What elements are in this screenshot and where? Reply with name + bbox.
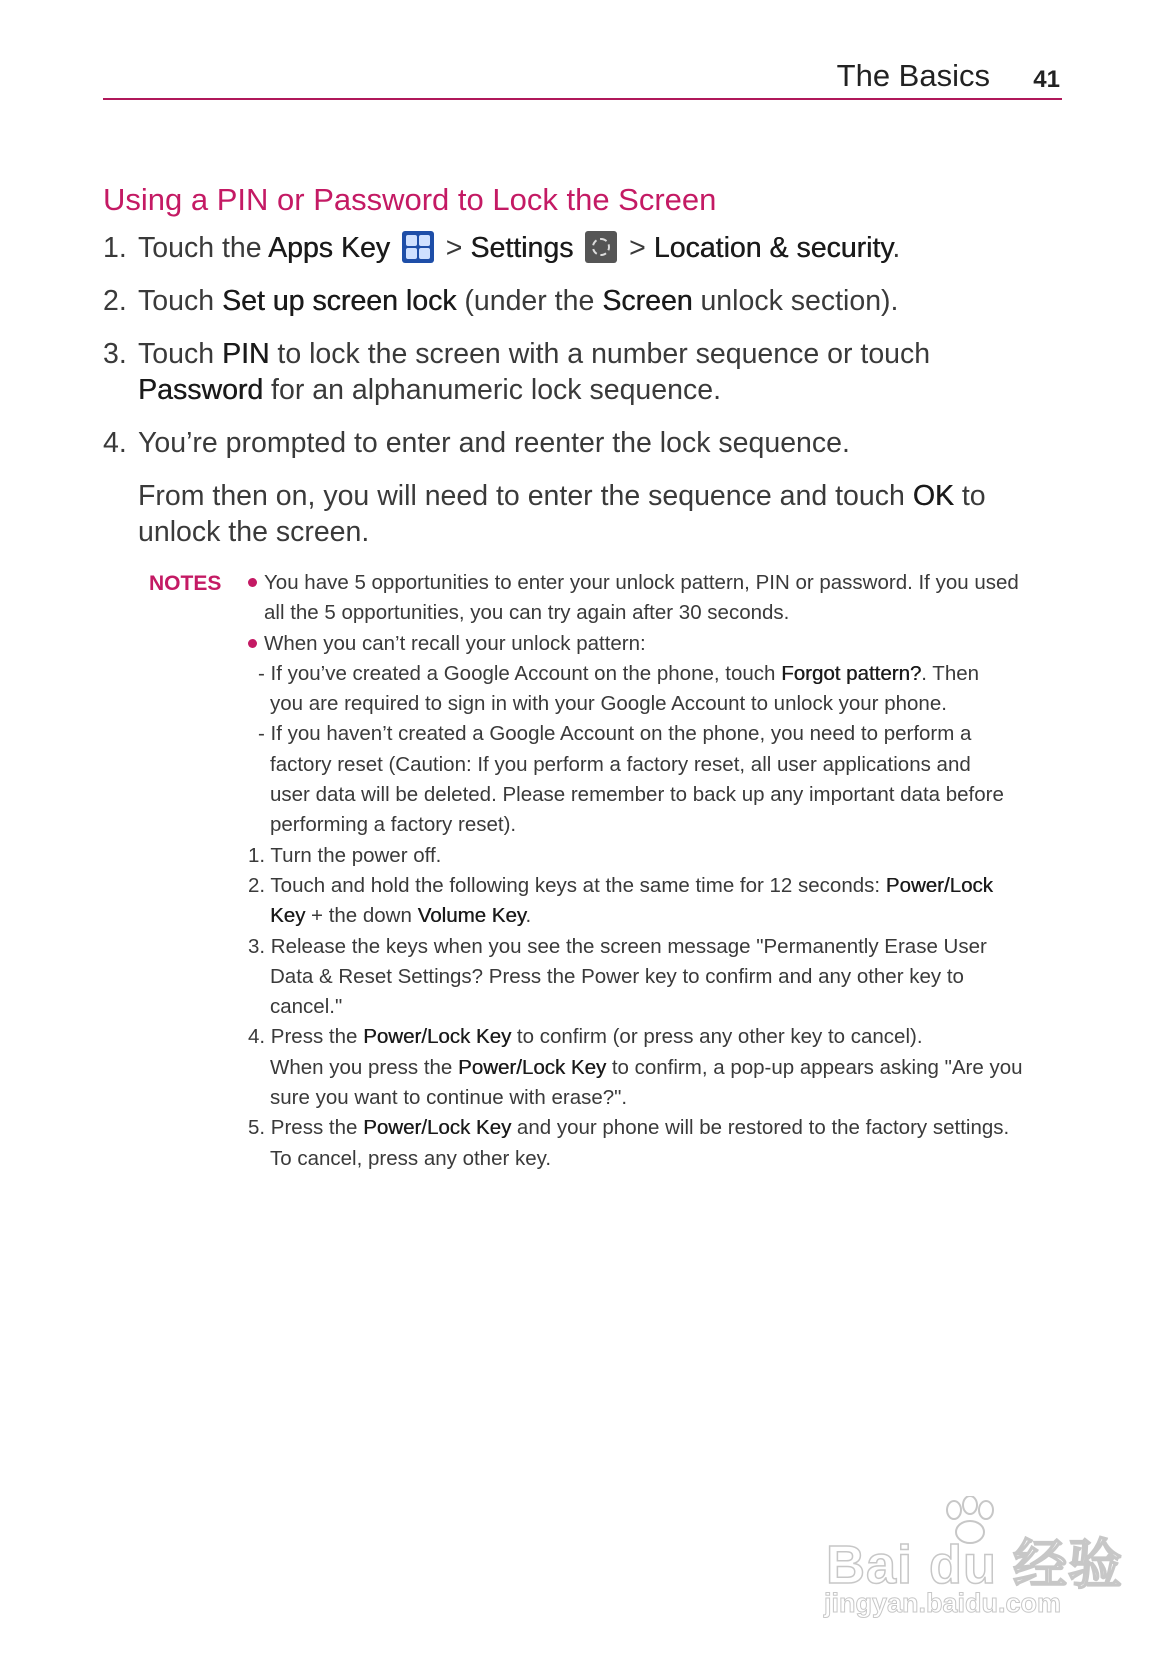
steps-list bbox=[103, 230, 1003, 567]
screen-label: Screen bbox=[602, 285, 693, 317]
step-number: 1. bbox=[103, 232, 127, 264]
note-text: . Then bbox=[921, 661, 980, 685]
step-text: You’re prompted to enter and reenter the lock sequence. bbox=[138, 427, 850, 459]
note-text: 3. Release the keys when you see the screen message "Permanently Erase User bbox=[248, 934, 987, 958]
apps-key-icon bbox=[402, 231, 434, 263]
note-text: Data & Reset Settings? Press the Power key to confirm and any other key to bbox=[270, 964, 964, 988]
note-text: factory reset (Caution: If you perform a factory reset, all user applications and bbox=[270, 752, 971, 776]
note-text: all the 5 opportunities, you can try again after 30 seconds. bbox=[264, 601, 790, 625]
page-title: Using a PIN or Password to Lock the Screen bbox=[103, 182, 717, 217]
step-text-part: for an alphanumeric lock sequence. bbox=[263, 374, 721, 406]
note-text: When you can’t recall your unlock pattern: bbox=[264, 631, 646, 655]
step-text-part: From then on, you will need to enter the sequence and touch bbox=[138, 480, 913, 512]
section-name: The Basics bbox=[836, 58, 990, 93]
note-text: + the down bbox=[305, 904, 418, 928]
note-text: - If you haven’t created a Google Account on the phone, you need to perform a bbox=[258, 722, 972, 746]
step-3 bbox=[103, 336, 1003, 408]
note-line bbox=[248, 871, 1068, 901]
note-text: cancel." bbox=[270, 995, 343, 1019]
note-text: you are required to sign in with your Google Account to unlock your phone. bbox=[270, 692, 947, 716]
page-number: 41 bbox=[1033, 66, 1060, 93]
step-continuation bbox=[138, 478, 1003, 550]
step-text-part: to lock the screen with a number sequence or touch bbox=[269, 338, 931, 370]
step-text-part: Touch bbox=[138, 338, 222, 370]
note-line bbox=[248, 992, 1068, 1022]
pin-label: PIN bbox=[221, 338, 270, 370]
step-number: 3. bbox=[103, 338, 127, 370]
note-text: to confirm (or press any other key to cancel). bbox=[511, 1025, 923, 1049]
note-line bbox=[248, 1083, 1068, 1113]
watermark-url: jingyan.baidu.com bbox=[824, 1588, 1062, 1618]
step-1 bbox=[103, 230, 1003, 266]
bullet-dot-icon bbox=[248, 578, 257, 587]
ok-label: OK bbox=[912, 480, 954, 512]
note-text: 2. Touch and hold the following keys at the same time for 12 seconds: bbox=[248, 873, 886, 897]
step-text bbox=[138, 230, 1003, 266]
step-2 bbox=[103, 283, 1003, 319]
note-emphasis: Power/Lock Key bbox=[363, 1116, 512, 1140]
note-line bbox=[248, 901, 1068, 931]
note-emphasis: Power/Lock Key bbox=[458, 1055, 607, 1079]
note-line bbox=[248, 719, 1068, 749]
note-emphasis: Forgot pattern? bbox=[781, 661, 922, 685]
note-text: When you press the bbox=[270, 1055, 459, 1079]
step-text-part: > bbox=[437, 232, 471, 264]
note-text: 1. Turn the power off. bbox=[248, 843, 442, 867]
step-text-part: to bbox=[953, 480, 986, 512]
step-text bbox=[138, 336, 1003, 408]
step-text-part: (under the bbox=[456, 285, 603, 317]
note-line bbox=[248, 962, 1068, 992]
note-text: . bbox=[525, 904, 532, 928]
set-up-screen-lock-label: Set up screen lock bbox=[221, 285, 457, 317]
notes-body bbox=[248, 568, 1068, 1174]
settings-gear-icon bbox=[585, 231, 617, 263]
note-line bbox=[248, 780, 1068, 810]
step-text-part: Touch bbox=[138, 285, 222, 317]
note-line bbox=[248, 1144, 1068, 1174]
password-label: Password bbox=[138, 374, 264, 406]
step-text-part: Touch the bbox=[138, 232, 268, 264]
note-emphasis: Power/Lock bbox=[885, 873, 993, 897]
note-line bbox=[248, 841, 1068, 871]
note-line bbox=[248, 568, 1068, 598]
note-line bbox=[248, 750, 1068, 780]
note-text: and your phone will be restored to the factory settings. bbox=[511, 1116, 1010, 1140]
note-text: sure you want to continue with erase?". bbox=[270, 1086, 628, 1110]
note-line bbox=[248, 1113, 1068, 1143]
note-emphasis: Key bbox=[270, 904, 306, 928]
baidu-watermark bbox=[820, 1496, 1124, 1636]
header-rule bbox=[103, 98, 1062, 100]
step-4 bbox=[103, 425, 1003, 550]
note-line bbox=[248, 629, 1068, 659]
step-number: 4. bbox=[103, 427, 127, 459]
step-text bbox=[138, 283, 1003, 319]
note-line bbox=[248, 1053, 1068, 1083]
apps-key-label: Apps Key bbox=[267, 232, 390, 264]
note-line bbox=[248, 659, 1068, 689]
step-number: 2. bbox=[103, 285, 127, 317]
note-line bbox=[248, 932, 1068, 962]
location-security-label: Location & security bbox=[653, 232, 893, 264]
note-text: To cancel, press any other key. bbox=[270, 1146, 552, 1170]
note-emphasis: Volume Key bbox=[417, 904, 526, 928]
watermark-brand: Bai du 经验 bbox=[826, 1535, 1124, 1595]
note-text: 5. Press the bbox=[248, 1116, 364, 1140]
note-text: - If you’ve created a Google Account on the phone, touch bbox=[258, 661, 782, 685]
note-line bbox=[248, 810, 1068, 840]
note-text: to confirm, a pop-up appears asking "Are you bbox=[606, 1055, 1023, 1079]
notes-label: NOTES bbox=[149, 572, 222, 595]
page-header bbox=[103, 58, 1060, 102]
bullet-dot-icon bbox=[248, 639, 257, 648]
step-text-part: unlock the screen. bbox=[138, 516, 370, 548]
step-text-part: . bbox=[892, 232, 901, 264]
note-text: user data will be deleted. Please remember to back up any important data before bbox=[270, 783, 1004, 807]
note-emphasis: Power/Lock Key bbox=[363, 1025, 512, 1049]
settings-label: Settings bbox=[470, 232, 574, 264]
note-text: 4. Press the bbox=[248, 1025, 364, 1049]
step-text-part: unlock section). bbox=[692, 285, 899, 317]
note-line bbox=[248, 1022, 1068, 1052]
note-text: You have 5 opportunities to enter your unlock pattern, PIN or password. If you used bbox=[264, 571, 1019, 594]
note-line bbox=[248, 689, 1068, 719]
step-text-part: > bbox=[621, 232, 654, 264]
note-line bbox=[248, 598, 1068, 628]
note-text: performing a factory reset). bbox=[270, 813, 517, 837]
